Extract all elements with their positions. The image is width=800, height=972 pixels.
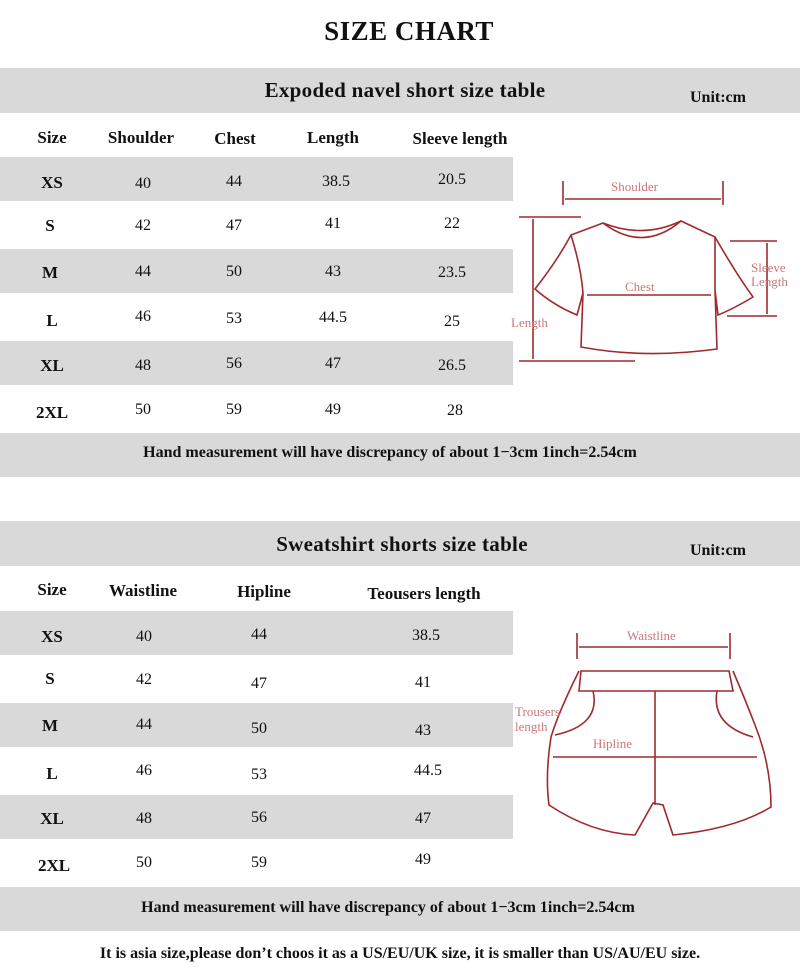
top-cell: 20.5 <box>438 171 466 188</box>
bottom-cell: 44 <box>251 626 267 643</box>
bottom-cell: 43 <box>415 722 431 739</box>
bottom-cell: 44 <box>136 716 152 733</box>
bottom-cell: 46 <box>136 762 152 779</box>
tshirt-diagram <box>505 175 795 375</box>
top-cell: 50 <box>226 263 242 280</box>
bottom-cell: 49 <box>415 851 431 868</box>
bottom-cell: M <box>41 716 59 735</box>
bottom-cell: 40 <box>136 628 152 645</box>
bottom-table-unit: Unit:cm <box>690 542 746 559</box>
bottom-header-hipline: Hipline <box>237 582 291 601</box>
top-cell: 42 <box>135 217 151 234</box>
shorts-waistline-label: Waistline <box>627 628 676 643</box>
shorts-trousers-label: Trousers <box>515 704 561 719</box>
bottom-cell: 41 <box>415 674 431 691</box>
top-cell: L <box>46 311 58 330</box>
tshirt-shoulder-label: Shoulder <box>611 179 658 194</box>
top-cell: 46 <box>135 308 151 325</box>
bottom-cell: 50 <box>251 720 267 737</box>
bottom-cell: 56 <box>251 809 267 826</box>
top-cell: 59 <box>226 401 242 418</box>
top-cell: 43 <box>325 263 341 280</box>
top-header-chest: Chest <box>214 129 256 148</box>
bottom-cell: 47 <box>415 810 431 827</box>
bottom-cell: 59 <box>251 854 267 871</box>
tshirt-length-label: Length <box>511 315 548 330</box>
bottom-header-waistline: Waistline <box>108 581 177 600</box>
bottom-cell: 48 <box>136 810 152 827</box>
bottom-cell: 38.5 <box>412 627 440 644</box>
top-cell: S <box>45 216 55 235</box>
top-cell: XL <box>40 356 64 375</box>
top-cell: 49 <box>325 401 341 418</box>
top-cell: 38.5 <box>322 173 350 190</box>
tshirt-sleeve-length-label: Length <box>751 274 788 289</box>
bottom-table-note: Hand measurement will have discrepancy of about 1−3cm 1inch=2.54cm <box>141 899 635 916</box>
bottom-cell: 44.5 <box>414 762 442 779</box>
bottom-header-trousers-length: Teousers length <box>367 584 481 603</box>
top-cell: 44 <box>226 173 242 190</box>
page-title: SIZE CHART <box>324 16 494 46</box>
bottom-cell: XS <box>41 627 63 646</box>
top-cell: M <box>41 263 59 282</box>
top-table-title: Expoded navel short size table <box>264 78 546 102</box>
top-cell: 22 <box>444 215 460 232</box>
top-cell: 44 <box>135 263 151 280</box>
top-cell: 40 <box>135 175 151 192</box>
top-cell: 48 <box>135 357 151 374</box>
top-cell: 25 <box>444 313 460 330</box>
bottom-cell: 53 <box>251 766 267 783</box>
bottom-cell: 2XL <box>37 856 71 875</box>
footer-disclaimer: It is asia size,please don’t choos it as a US/EU/UK size, it is smaller than US/AU/EU size. <box>99 945 701 962</box>
top-cell: 44.5 <box>319 309 347 326</box>
bottom-cell: 47 <box>251 675 267 692</box>
bottom-cell: XL <box>40 809 64 828</box>
bottom-cell: L <box>46 764 58 783</box>
shorts-hipline-label: Hipline <box>593 736 632 751</box>
top-cell: 23.5 <box>438 264 466 281</box>
bottom-header-size: Size <box>37 580 67 599</box>
top-cell: 28 <box>447 402 463 419</box>
top-cell: 53 <box>226 310 242 327</box>
top-header-length: Length <box>307 128 359 147</box>
shorts-trousers-length-label: length <box>515 719 548 734</box>
top-cell: 47 <box>226 217 242 234</box>
bottom-cell: 50 <box>136 854 152 871</box>
shorts-diagram <box>505 625 795 840</box>
bottom-cell: 42 <box>136 671 152 688</box>
bottom-table-title: Sweatshirt shorts size table <box>276 532 528 556</box>
top-cell: 50 <box>135 401 151 418</box>
top-cell: 2XL <box>35 403 69 422</box>
top-table-unit: Unit:cm <box>690 89 746 106</box>
top-cell: 56 <box>226 355 242 372</box>
top-header-size: Size <box>37 128 67 147</box>
tshirt-sleeve-label: Sleeve <box>751 260 786 275</box>
top-header-shoulder: Shoulder <box>107 128 175 147</box>
tshirt-chest-label: Chest <box>625 279 655 294</box>
top-table-note: Hand measurement will have discrepancy of about 1−3cm 1inch=2.54cm <box>143 444 637 461</box>
bottom-cell: S <box>45 669 55 688</box>
top-cell: 47 <box>325 355 341 372</box>
top-cell: 26.5 <box>438 357 466 374</box>
top-cell: 41 <box>325 215 341 232</box>
top-header-sleeve-length: Sleeve length <box>412 129 508 148</box>
top-cell: XS <box>41 173 63 192</box>
